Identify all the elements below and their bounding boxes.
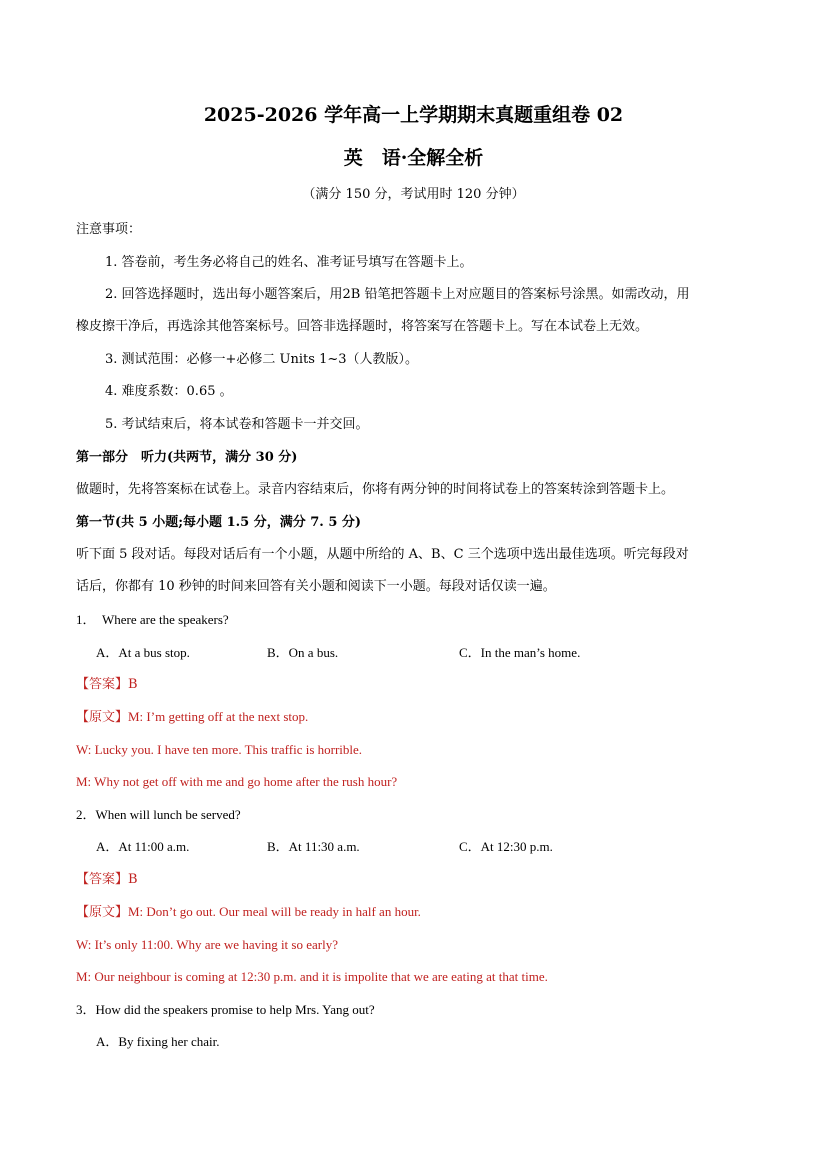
question-2-stem: 2．When will lunch be served? bbox=[76, 807, 241, 822]
question-3-option-a: A．By fixing her chair. bbox=[96, 1034, 220, 1049]
question-1-option-a: A．At a bus stop. bbox=[96, 645, 190, 660]
question-1-answer: 【答案】B bbox=[76, 677, 138, 692]
question-2-option-b: B．At 11:30 a.m. bbox=[267, 839, 360, 854]
question-2-transcript-line-1: 【原文】M: Don’t go out. Our meal will be ready in half an hour. bbox=[76, 904, 421, 919]
question-2-answer: 【答案】B bbox=[76, 872, 138, 887]
question-1-transcript-line-3: M: Why not get off with me and go home after the rush hour? bbox=[76, 774, 398, 789]
question-1-transcript-line-1: 【原文】M: I’m getting off at the next stop. bbox=[76, 709, 309, 724]
question-2-option-a: A．At 11:00 a.m. bbox=[96, 839, 190, 854]
question-1-option-b: B．On a bus. bbox=[267, 645, 339, 660]
question-2-transcript-line-3: M: Our neighbour is coming at 12:30 p.m. and it is impolite that we are eating at that time. bbox=[76, 969, 548, 984]
page-subtitle: 英 语·全解全析 bbox=[343, 147, 484, 169]
page-title: 2025-2026 学年高一上学期期末真题重组卷 02 bbox=[203, 104, 624, 126]
part-1-heading: 第一部分 听力(共两节，满分 30 分) bbox=[76, 450, 298, 465]
notice-heading: 注意事项： bbox=[76, 222, 142, 237]
section-1-instruction-line-2: 话后，你都有 10 秒钟的时间来回答有关小题和阅读下一小题。每段对话仅读一遍。 bbox=[76, 579, 556, 594]
question-1-stem: 1． Where are the speakers? bbox=[76, 612, 229, 627]
part-1-instruction: 做题时，先将答案标在试卷上。录音内容结束后，你将有两分钟的时间将试卷上的答案转涂到答题卡上。 bbox=[76, 482, 675, 497]
question-2-transcript-line-2: W: It’s only 11:00. Why are we having it so early? bbox=[76, 937, 338, 952]
question-1-transcript-line-2: W: Lucky you. I have ten more. This traffic is horrible. bbox=[76, 742, 363, 757]
notice-item-2-line-2: 橡皮擦干净后，再选涂其他答案标号。回答非选择题时，将答案写在答题卡上。写在本试卷上无效。 bbox=[76, 319, 649, 334]
section-1-instruction-line-1: 听下面 5 段对话。每段对话后有一个小题，从题中所给的 A、B、C 三个选项中选出最佳选项。听完每段对 bbox=[76, 547, 689, 562]
question-2-option-c: C．At 12:30 p.m. bbox=[459, 839, 553, 854]
notice-item-2-line-1: 2. 回答选择题时，选出每小题答案后，用2B 铅笔把答题卡上对应题目的答案标号涂黑。如需改动，用 bbox=[105, 287, 690, 302]
exam-meta: （满分 150 分，考试用时 120 分钟） bbox=[302, 187, 525, 202]
question-1-option-c: C．In the man’s home. bbox=[459, 645, 581, 660]
notice-item-4: 4. 难度系数：0.65 。 bbox=[105, 384, 233, 399]
notice-item-1: 1. 答卷前，考生务必将自己的姓名、准考证号填写在答题卡上。 bbox=[105, 255, 473, 270]
section-1-heading: 第一节(共 5 小题;每小题 1.5 分，满分 7. 5 分) bbox=[76, 515, 362, 530]
notice-item-3: 3. 测试范围：必修一+必修二 Units 1~3（人教版）。 bbox=[105, 352, 419, 367]
question-3-stem: 3．How did the speakers promise to help Mrs. Yang out? bbox=[76, 1002, 375, 1017]
notice-item-5: 5. 考试结束后，将本试卷和答题卡一并交回。 bbox=[105, 417, 369, 432]
